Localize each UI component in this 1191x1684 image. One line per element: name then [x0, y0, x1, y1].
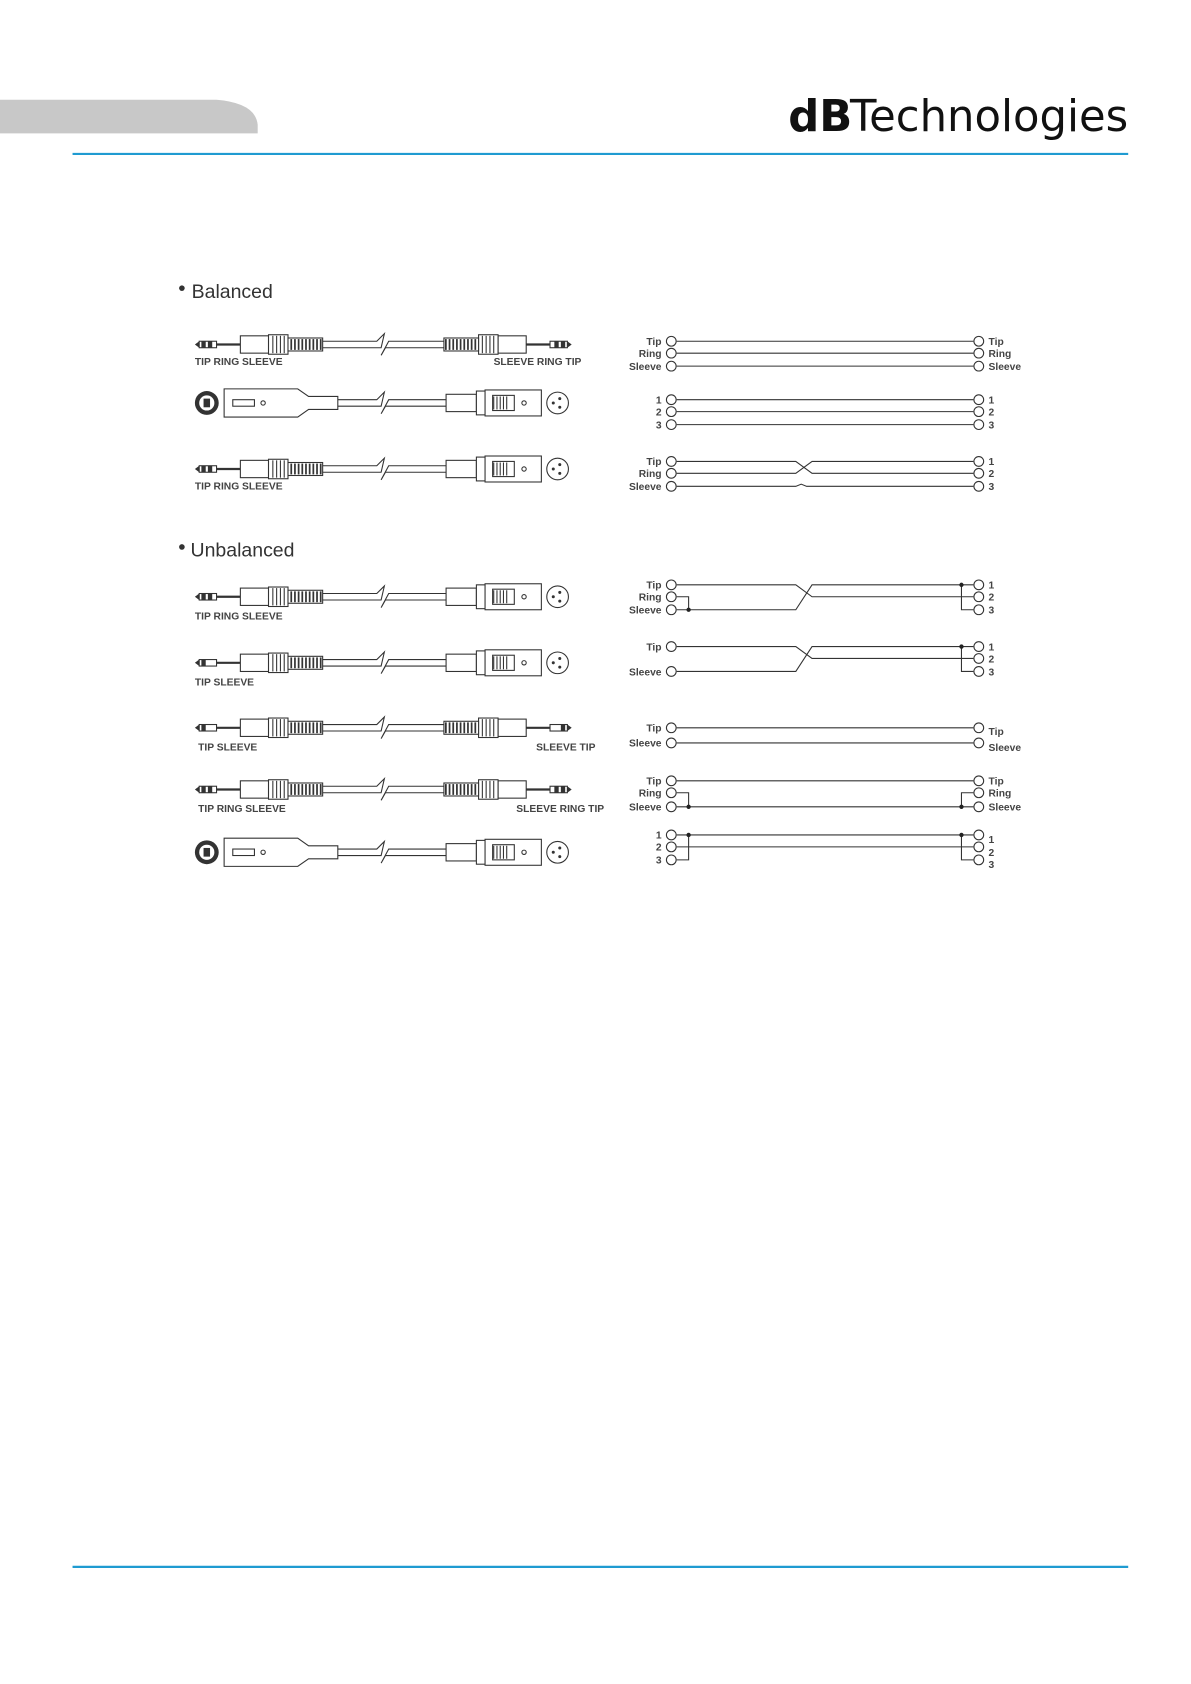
xlr-male-face — [547, 586, 569, 608]
jack-ring — [561, 725, 565, 731]
wiring-diagram — [629, 580, 995, 617]
xlr-pin — [552, 467, 555, 470]
xlr-pin — [558, 406, 561, 409]
pin-label-left: Tip — [646, 723, 662, 735]
pin-label-left: Ring — [638, 469, 662, 481]
cable-left — [323, 586, 385, 600]
xlr-pin — [558, 846, 561, 849]
pin-label-right: Sleeve — [988, 802, 1022, 814]
pin-terminal-left — [666, 830, 676, 840]
junction-dot — [686, 833, 690, 837]
jack-ring — [201, 786, 205, 792]
cable-left — [338, 841, 385, 855]
jack-housing — [240, 654, 268, 671]
xlr-male-face — [547, 652, 569, 674]
pin-terminal-right — [974, 842, 984, 852]
jack-ring — [201, 594, 205, 600]
pin-terminal-left — [666, 605, 676, 615]
pin-label-right: 2 — [988, 848, 995, 860]
xlr-latch-button — [233, 849, 255, 855]
cable-label-left: TIP RING SLEEVE — [194, 611, 283, 623]
brand-logo — [788, 92, 1128, 142]
cable-row — [195, 717, 596, 754]
pin-terminal-right — [974, 361, 984, 371]
cable-label-right: SLEEVE RING TIP — [493, 357, 582, 369]
cable-right — [381, 400, 446, 414]
pin-terminal-left — [666, 788, 676, 798]
pin-terminal-right — [974, 336, 984, 346]
jack-ring — [201, 660, 205, 666]
wiring-diagram — [629, 336, 1021, 373]
pin-terminal-left — [666, 348, 676, 358]
xlr-pin — [552, 595, 555, 598]
xlr-male-collar — [476, 391, 485, 415]
jack-grip — [269, 335, 288, 354]
wiring-diagram — [629, 642, 995, 679]
jack-housing — [240, 460, 268, 477]
xlr-pin — [552, 661, 555, 664]
cable-right — [381, 341, 444, 355]
pin-label-right: Sleeve — [988, 743, 1022, 755]
pin-label-left: Sleeve — [628, 605, 662, 617]
jack-housing — [240, 781, 268, 798]
xlr-latch — [204, 399, 210, 408]
cable-label-left: TIP SLEEVE — [198, 742, 258, 754]
bullet-icon — [179, 285, 185, 291]
wiring-diagram — [629, 776, 1021, 814]
pin-label-right: 1 — [988, 457, 995, 469]
pin-terminal-right — [974, 605, 984, 615]
pin-label-right: 3 — [988, 482, 995, 494]
pin-label-left: 2 — [655, 407, 662, 419]
jack-grip — [479, 718, 498, 737]
pin-terminal-left — [666, 481, 676, 491]
pin-label-left: 3 — [655, 420, 662, 432]
pin-terminal-left — [666, 420, 676, 430]
pin-label-left: 1 — [655, 395, 662, 407]
pin-terminal-right — [974, 642, 984, 652]
pin-terminal-left — [666, 361, 676, 371]
pin-label-right: 3 — [988, 420, 995, 432]
pin-label-right: Tip — [988, 726, 1004, 738]
pin-label-left: Sleeve — [628, 482, 662, 494]
jack-housing — [498, 781, 526, 798]
xlr-male-boot — [446, 588, 476, 605]
pin-terminal-left — [666, 580, 676, 590]
cable-right — [381, 594, 446, 608]
jack-ring — [208, 594, 212, 600]
cable-right — [381, 466, 446, 480]
pin-label-right: Ring — [988, 348, 1012, 360]
cable-row — [195, 389, 569, 417]
junction-dot — [959, 644, 963, 648]
xlr-latch — [204, 848, 210, 857]
wire — [677, 461, 974, 473]
pin-terminal-left — [666, 723, 676, 733]
cable-right — [381, 725, 444, 739]
pin-label-right: Tip — [988, 776, 1004, 788]
xlr-male-boot — [446, 460, 476, 477]
pin-terminal-right — [974, 830, 984, 840]
pin-label-right: 3 — [988, 859, 995, 871]
pin-label-right: 1 — [988, 580, 995, 592]
unbalanced-section — [179, 540, 294, 562]
right-jack — [444, 335, 572, 354]
jack-tip — [195, 786, 199, 792]
pin-terminal-left — [666, 855, 676, 865]
cable-label-left: TIP SLEEVE — [194, 677, 255, 689]
pin-label-right: 3 — [988, 667, 995, 679]
pin-terminal-left — [666, 802, 676, 812]
jack-grip — [269, 718, 288, 737]
pin-terminal-left — [666, 407, 676, 417]
xlr-pin — [558, 666, 561, 669]
xlr-male-collar — [476, 585, 485, 609]
wire — [677, 461, 974, 473]
xlr-male-collar — [476, 840, 485, 864]
brand-logo-bold: dB — [788, 92, 853, 143]
xlr-pin — [558, 591, 561, 594]
jack-tip — [195, 660, 199, 666]
pin-terminal-right — [974, 776, 984, 786]
pin-label-right: 3 — [988, 605, 995, 617]
jack-ring — [561, 786, 565, 792]
cable-right — [381, 660, 446, 674]
pin-terminal-right — [974, 395, 984, 405]
balanced-section — [179, 281, 273, 303]
pin-terminal-left — [666, 642, 676, 652]
wire — [677, 597, 689, 610]
pin-terminal-right — [974, 855, 984, 865]
pin-label-left: 1 — [655, 830, 662, 842]
pin-terminal-left — [666, 395, 676, 405]
pin-label-left: Sleeve — [628, 667, 662, 679]
right-jack — [444, 718, 572, 737]
bullet-icon — [179, 544, 185, 550]
wiring-diagram — [656, 830, 995, 871]
xlr-pin — [558, 472, 561, 475]
pin-terminal-left — [666, 776, 676, 786]
jack-tip — [195, 466, 199, 472]
cable-row — [195, 779, 604, 816]
jack-grip — [269, 459, 288, 478]
pin-terminal-right — [974, 580, 984, 590]
xlr-male-boot — [446, 394, 476, 411]
xlr-male-collar — [476, 457, 485, 481]
jack-ring — [208, 786, 212, 792]
wiring-diagram — [656, 395, 995, 432]
jack-housing — [240, 588, 268, 605]
balanced-heading: Balanced — [191, 280, 273, 303]
unbalanced-heading: Unbalanced — [190, 539, 295, 562]
pin-label-left: Sleeve — [628, 361, 662, 373]
wiring-diagram — [629, 457, 995, 494]
wire — [961, 793, 973, 807]
jack-tip — [195, 341, 199, 347]
jack-ring — [561, 341, 565, 347]
pin-label-right: Ring — [988, 788, 1012, 800]
junction-dot — [686, 805, 690, 809]
pin-label-right: Tip — [988, 337, 1004, 349]
pin-label-right: 1 — [988, 835, 995, 847]
jack-housing — [240, 719, 268, 736]
jack-ring — [208, 341, 212, 347]
cable-label-right: SLEEVE TIP — [536, 742, 596, 754]
right-jack — [444, 780, 572, 799]
cable-right — [381, 786, 444, 800]
xlr-pin — [558, 657, 561, 660]
pin-terminal-left — [666, 336, 676, 346]
pin-terminal-right — [974, 738, 984, 748]
cable-right — [381, 849, 446, 863]
pin-terminal-left — [666, 738, 676, 748]
cable-row — [195, 456, 569, 493]
cable-left — [338, 392, 385, 406]
pin-terminal-right — [974, 468, 984, 478]
jack-tip — [195, 594, 199, 600]
pin-terminal-right — [974, 481, 984, 491]
xlr-pin — [552, 851, 555, 854]
cable-row — [195, 838, 569, 866]
jack-ring — [554, 341, 558, 347]
pin-label-left: Sleeve — [628, 738, 662, 750]
header-tab — [0, 100, 258, 134]
jack-grip — [479, 780, 498, 799]
pin-label-left: Sleeve — [628, 802, 662, 814]
cable-left — [323, 334, 385, 348]
cable-label-left: TIP RING SLEEVE — [198, 804, 286, 816]
jack-tip — [567, 341, 571, 347]
cable-left — [323, 458, 385, 472]
wiring-diagram — [629, 723, 1021, 754]
xlr-pin — [558, 463, 561, 466]
cable-left — [323, 652, 385, 666]
cable-left — [323, 779, 385, 793]
cable-row — [195, 334, 582, 368]
jack-ring — [201, 341, 205, 347]
pin-label-left: Ring — [638, 592, 662, 604]
pin-label-right: 1 — [988, 395, 995, 407]
wiring-diagrams — [629, 336, 1021, 871]
pin-terminal-left — [666, 667, 676, 677]
pin-label-right: 2 — [988, 654, 995, 666]
cable-label-left: TIP RING SLEEVE — [194, 357, 283, 369]
pin-label-left: 2 — [655, 842, 662, 854]
pin-label-left: Tip — [646, 337, 662, 349]
pin-label-right: 2 — [988, 407, 995, 419]
pin-label-right: 2 — [988, 592, 995, 604]
cable-illustrations — [195, 334, 604, 867]
pin-label-left: Ring — [638, 788, 662, 800]
pin-terminal-left — [666, 592, 676, 602]
junction-dot — [959, 805, 963, 809]
pin-terminal-right — [974, 348, 984, 358]
jack-grip — [479, 335, 498, 354]
pin-terminal-right — [974, 592, 984, 602]
jack-ring — [208, 466, 212, 472]
pin-terminal-left — [666, 468, 676, 478]
pin-label-left: 3 — [655, 855, 662, 867]
jack-tip — [567, 725, 571, 731]
pin-terminal-right — [974, 667, 984, 677]
cable-label-right: SLEEVE RING TIP — [516, 804, 605, 816]
jack-ring — [201, 466, 205, 472]
xlr-pin — [558, 397, 561, 400]
jack-tip — [567, 786, 571, 792]
pin-label-right: Sleeve — [988, 361, 1022, 373]
cable-row — [195, 584, 569, 623]
wire — [677, 484, 974, 486]
pin-label-left: Tip — [646, 580, 662, 592]
pin-label-right: 2 — [988, 469, 995, 481]
jack-housing — [498, 336, 526, 353]
xlr-male-boot — [446, 844, 476, 861]
pin-label-left: Tip — [646, 776, 662, 788]
jack-tip — [195, 725, 199, 731]
xlr-pin — [558, 855, 561, 858]
pin-label-right: 1 — [988, 642, 995, 654]
jack-ring — [201, 725, 205, 731]
pin-terminal-right — [974, 457, 984, 467]
junction-dot — [959, 583, 963, 587]
pin-label-left: Tip — [646, 642, 662, 654]
cable-label-left: TIP RING SLEEVE — [194, 481, 283, 493]
jack-housing — [498, 719, 526, 736]
jack-housing — [240, 336, 268, 353]
pin-label-left: Ring — [638, 348, 662, 360]
pin-terminal-right — [974, 802, 984, 812]
jack-grip — [269, 587, 288, 606]
xlr-male-boot — [446, 654, 476, 671]
pin-label-left: Tip — [646, 457, 662, 469]
pin-terminal-left — [666, 842, 676, 852]
xlr-pin — [552, 401, 555, 404]
wire — [677, 585, 974, 597]
xlr-male-face — [547, 458, 569, 480]
cable-row — [195, 650, 569, 689]
wire — [677, 647, 974, 659]
junction-dot — [959, 833, 963, 837]
xlr-male-face — [547, 841, 569, 863]
jack-ring — [554, 786, 558, 792]
xlr-latch-button — [233, 400, 255, 406]
pin-terminal-right — [974, 420, 984, 430]
pin-terminal-right — [974, 654, 984, 664]
cable-left — [323, 717, 385, 731]
jack-grip — [269, 653, 288, 672]
xlr-male-collar — [476, 651, 485, 675]
brand-logo-rest: Technologies — [850, 92, 1129, 143]
pin-terminal-right — [974, 407, 984, 417]
pin-terminal-left — [666, 457, 676, 467]
wire — [677, 793, 689, 807]
pin-terminal-right — [974, 788, 984, 798]
jack-grip — [269, 780, 288, 799]
junction-dot — [686, 608, 690, 612]
xlr-male-face — [547, 392, 569, 414]
xlr-pin — [558, 600, 561, 603]
pin-terminal-right — [974, 723, 984, 733]
